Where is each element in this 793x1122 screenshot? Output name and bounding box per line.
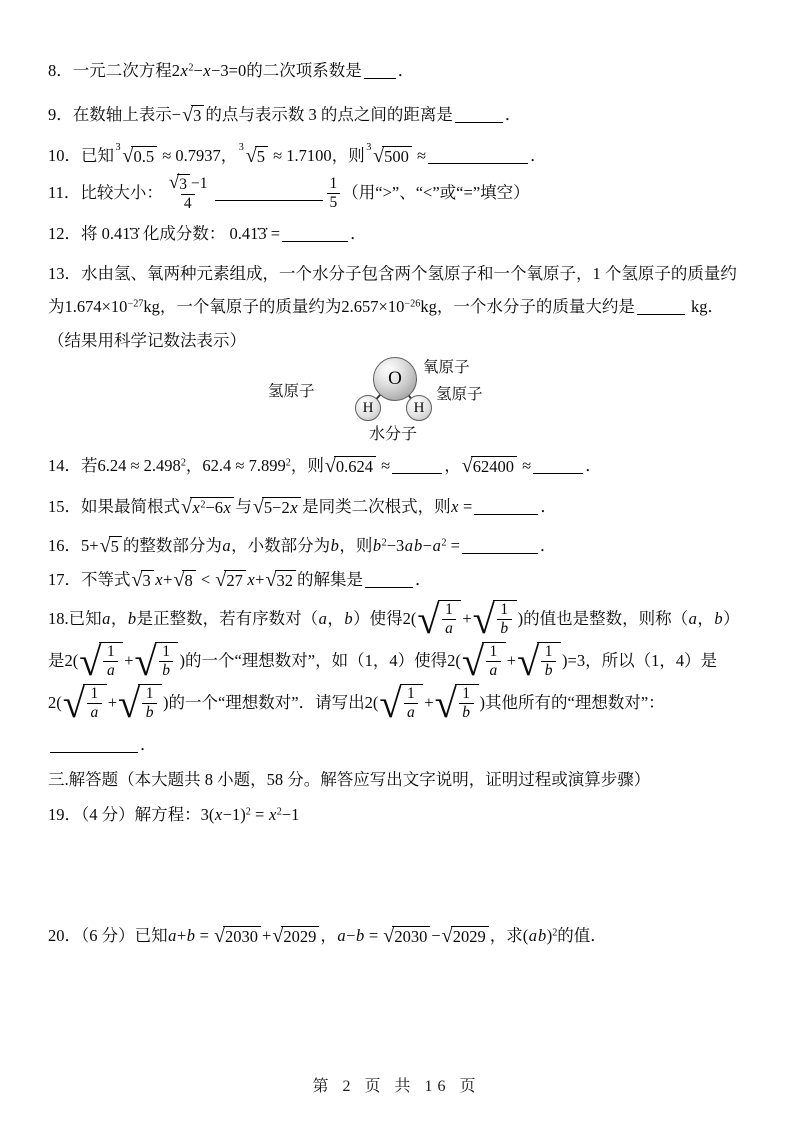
text-run: 其他所有的“理想数对”： bbox=[485, 692, 665, 712]
text-run: ， bbox=[220, 145, 238, 165]
math-expression: √ 3 x+ √ 8 < √ 27 x+ √ 32 bbox=[131, 570, 298, 589]
math-expression: 2( √ $\frac{1}{a}$ + √ $\frac{1}{b}$ )=3 bbox=[447, 638, 586, 684]
text-run: 20．（6 分）已知 bbox=[48, 925, 168, 945]
text-run: ， bbox=[444, 456, 461, 475]
text-run: 是同类二次根式，则 bbox=[302, 496, 451, 516]
question-13 bbox=[48, 257, 747, 358]
answer-blank bbox=[428, 146, 528, 164]
oxygen-symbol: O bbox=[388, 368, 402, 389]
question-16 bbox=[48, 532, 747, 561]
question-9 bbox=[48, 101, 747, 130]
math-expression: √ $x^2-6x$ bbox=[180, 497, 235, 516]
text-run: 19．（4 分）解方程： bbox=[48, 804, 201, 824]
text-run: kg．（结果用科学记数法表示） bbox=[48, 297, 724, 351]
math-expression: 2( √ $\frac{1}{a}$ + √ $\frac{1}{b}$ ) bbox=[64, 638, 185, 684]
text-run: ）使得 bbox=[353, 608, 403, 628]
math-expression: $b^2-3ab-a^2$ = bbox=[372, 535, 460, 555]
math-expression: $62.4 \approx 7.899^2$ bbox=[202, 456, 291, 475]
question-20 bbox=[48, 922, 747, 951]
question-14 bbox=[48, 452, 747, 481]
text-run: ． bbox=[539, 535, 557, 555]
math-expression: x = bbox=[451, 496, 473, 516]
math-expression: $3(x-1)^2 = x^2-1$ bbox=[200, 804, 300, 824]
text-run: 是正整数，若有序数对（ bbox=[136, 608, 319, 628]
text-run: ． bbox=[397, 61, 415, 80]
text-run: 12．将 bbox=[48, 223, 102, 243]
hydrogen-symbol: H bbox=[362, 399, 374, 416]
text-run: 18.已知 bbox=[48, 608, 102, 628]
question-17 bbox=[48, 566, 747, 595]
text-run: 的值也是整数，则称（ bbox=[523, 608, 689, 628]
text-run: ， bbox=[320, 925, 337, 945]
math-expression: a bbox=[222, 535, 231, 555]
text-run: ，一个水分子的质量大约是 bbox=[436, 297, 635, 317]
text-run: 11．比较大小： bbox=[48, 182, 163, 202]
math-expression: 3 √ 500 ≈ bbox=[366, 142, 427, 168]
question-15 bbox=[48, 493, 747, 522]
text-run: ，所以（1，4）是 bbox=[585, 650, 718, 670]
math-expression: 2( √ $\frac{1}{a}$ + √ $\frac{1}{b}$ ) bbox=[402, 596, 524, 642]
page-footer bbox=[0, 1073, 793, 1096]
answer-blank bbox=[215, 183, 323, 201]
question-8 bbox=[48, 57, 747, 86]
math-expression: a，b bbox=[688, 608, 723, 628]
water-molecule-label: 水分子 bbox=[369, 426, 418, 443]
page-number-text: 第 2 页 共 16 页 bbox=[312, 1078, 481, 1095]
oxygen-atom bbox=[373, 357, 417, 401]
text-run: ． bbox=[504, 104, 522, 124]
hydrogen-symbol: H bbox=[413, 399, 425, 416]
answer-blank bbox=[637, 298, 685, 316]
hydrogen-atom-left bbox=[355, 395, 381, 421]
answer-blank bbox=[282, 224, 348, 242]
math-expression: $2x^2-x-3=0$ bbox=[171, 61, 247, 80]
text-run: 的解集是 bbox=[297, 569, 364, 589]
math-expression: 2( √ $\frac{1}{a}$ + √ $\frac{1}{b}$ ) bbox=[364, 681, 486, 727]
math-expression: √ 62400 ≈ bbox=[461, 455, 532, 478]
hydrogen-atom-right bbox=[406, 395, 432, 421]
answer-blank bbox=[365, 570, 413, 588]
math-expression: − √ 3 bbox=[172, 105, 206, 124]
text-run: ． bbox=[530, 145, 547, 165]
answer-blank bbox=[455, 105, 503, 123]
math-expression: $2.657\times 10^{-26}kg$ bbox=[341, 297, 437, 317]
answer-blank bbox=[392, 457, 442, 475]
text-run: ，则 bbox=[290, 456, 324, 475]
answer-blank bbox=[533, 457, 583, 475]
text-run: 与 bbox=[235, 496, 252, 516]
question-10 bbox=[48, 142, 747, 171]
math-expression: b bbox=[330, 535, 339, 555]
text-run: ． bbox=[415, 569, 432, 589]
text-run: ． bbox=[585, 456, 602, 475]
text-run: 9．在数轴上表示 bbox=[48, 104, 172, 124]
oxygen-atom-label: 氧原子 bbox=[423, 359, 470, 376]
text-run: ，小数部分为 bbox=[231, 535, 331, 555]
math-expression: √ 3 −1 4 bbox=[168, 172, 208, 213]
section-heading-3 bbox=[48, 766, 747, 795]
math-expression: √ 5−2x bbox=[252, 497, 302, 516]
text-run: （用“>”、“<”或“=”填空） bbox=[342, 182, 530, 202]
text-run: 化成分数： bbox=[138, 223, 230, 243]
question-12 bbox=[48, 220, 747, 249]
text-run: ，则 bbox=[339, 535, 373, 555]
question-11 bbox=[48, 173, 747, 214]
text-run: ． bbox=[140, 734, 157, 754]
text-run: 的二次项系数是 bbox=[246, 61, 362, 80]
text-run: ． bbox=[350, 223, 367, 243]
text-run: 16． bbox=[48, 535, 81, 555]
text-run: ， bbox=[185, 456, 203, 475]
text-run: 14．若 bbox=[48, 456, 98, 475]
math-expression: a，b bbox=[102, 608, 137, 628]
hydrogen-atom-label-left: 氢原子 bbox=[268, 383, 315, 400]
math-expression: 2( √ $\frac{1}{a}$ + √ $\frac{1}{b}$ ) bbox=[48, 681, 169, 727]
math-expression: $\frac{1}{5}$ bbox=[325, 183, 343, 202]
answer-blank bbox=[462, 536, 538, 554]
text-run: ）是 bbox=[48, 608, 740, 670]
math-expression: 0.41̇3̇ = bbox=[229, 223, 281, 243]
text-run: 的整数部分为 bbox=[122, 535, 222, 555]
math-expression: $1.674\times 10^{-27}kg$ bbox=[64, 297, 160, 317]
text-run: 的点与表示数 3 的点之间的距离是 bbox=[205, 104, 453, 124]
math-expression: a−b = √ 2030 − √ 2029 bbox=[337, 926, 490, 945]
answer-blank bbox=[50, 735, 138, 753]
text-run: 三.解答题（本大题共 8 小题，58 分。解答应写出文字说明，证明过程或演算步骤） bbox=[48, 769, 651, 789]
hydrogen-atom-label-right: 氢原子 bbox=[436, 386, 483, 403]
text-run: 13．水由氢、氧两种元素组成，一个水分子包含两个氢原子和一个氧原子，1 个氢原子的质量约为 bbox=[48, 263, 737, 317]
math-expression: √ 0.624 ≈ bbox=[324, 455, 391, 478]
answer-blank bbox=[364, 62, 396, 80]
math-expression: $6.24 \approx 2.498^2$ bbox=[97, 456, 186, 475]
text-run: ，则 bbox=[331, 145, 365, 165]
text-run: ，求 bbox=[489, 925, 523, 945]
math-expression: 5+ √ 5 bbox=[81, 536, 123, 555]
answer-blank bbox=[474, 497, 538, 515]
text-run: 的值． bbox=[557, 925, 607, 945]
text-run: 10．已知 bbox=[48, 145, 114, 165]
math-expression: 0.41̇3̇ bbox=[101, 223, 139, 243]
math-expression: 3 √ 5 ≈ 1.7100 bbox=[238, 142, 332, 168]
text-run: ，一个氧原子的质量约为 bbox=[159, 297, 342, 317]
math-expression: a，b bbox=[318, 608, 353, 628]
question-18 bbox=[48, 598, 747, 766]
text-run: 的一个“理想数对”．请写出 bbox=[168, 692, 365, 712]
text-run: 8．一元二次方程 bbox=[48, 61, 172, 80]
water-molecule-diagram bbox=[268, 354, 500, 446]
text-run: 17．不等式 bbox=[48, 569, 131, 589]
math-expression: a+b = √ 2030 + √ 2029 bbox=[168, 926, 321, 945]
math-expression: (ab)$^2$ bbox=[522, 925, 558, 945]
text-run: 的一个“理想数对”，如（1，4）使得 bbox=[184, 650, 448, 670]
text-run: 15．如果最简根式 bbox=[48, 496, 180, 516]
question-19 bbox=[48, 801, 747, 830]
text-run: ． bbox=[540, 496, 557, 516]
math-expression: 3 √ 0.5 ≈ 0.7937 bbox=[115, 142, 221, 168]
